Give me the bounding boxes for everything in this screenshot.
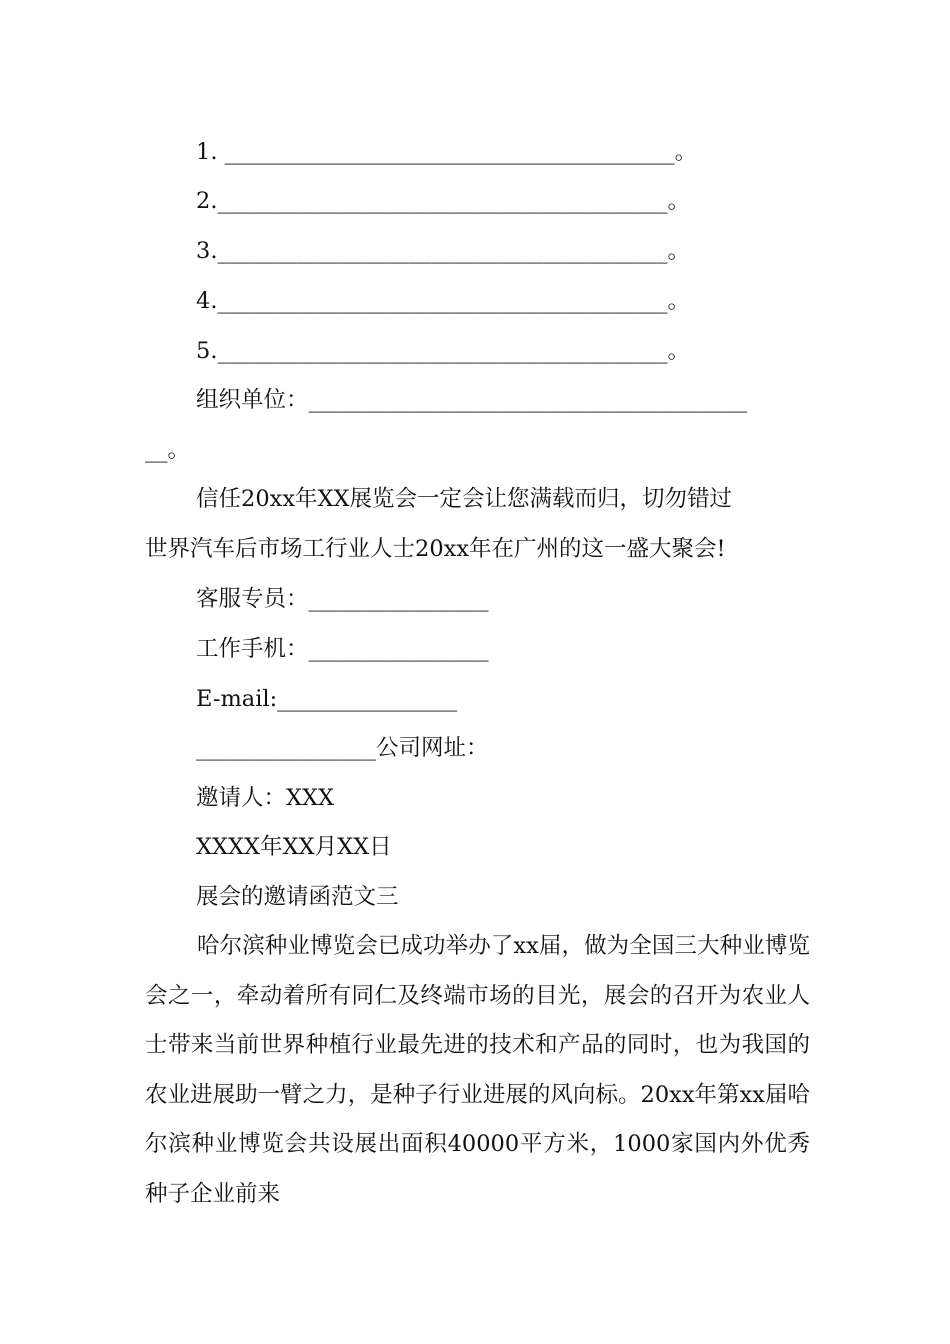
website-field: ________________公司网址： bbox=[196, 735, 489, 761]
blank-item-2: 2.________________________________________。 bbox=[196, 188, 690, 214]
organizer-field-end: __。 bbox=[145, 437, 191, 463]
blank-item-5: 5.________________________________________。 bbox=[196, 338, 690, 364]
body-paragraph: 哈尔滨种业博览会已成功举办了xx届，做为全国三大种业博览会之一，牵动着所有同仁及终端市场的目光，展会的召开为农业人士带来当前世界种植行业最先进的技术和产品的同时，也为我国的农业进展助一臂之力，是种子行业进展的风向标。20xx年第xx届哈尔滨种业博览会共设展出面积40000平方米，1000家国内外优秀种子企业前来 bbox=[145, 933, 810, 1207]
inviter: 邀请人：XXX bbox=[196, 785, 335, 811]
closing-line-1: 信任20xx年XX展览会一定会让您满载而归，切勿错过 bbox=[196, 486, 733, 512]
blank-item-4: 4.________________________________________。 bbox=[196, 288, 690, 314]
blank-item-3: 3.________________________________________。 bbox=[196, 238, 690, 264]
date: XXXX年XX月XX日 bbox=[196, 834, 392, 860]
section-heading: 展会的邀请函范文三 bbox=[196, 884, 399, 910]
email-field: E-mail:________________ bbox=[196, 686, 458, 712]
service-rep-field: 客服专员：________________ bbox=[196, 586, 489, 612]
closing-line-2: 世界汽车后市场工行业人士20xx年在广州的这一盛大聚会! bbox=[145, 536, 726, 562]
organizer-field: 组织单位：_______________________________________ bbox=[196, 387, 748, 413]
blank-item-1: 1. ________________________________________。 bbox=[196, 139, 698, 165]
mobile-field: 工作手机：________________ bbox=[196, 636, 489, 662]
